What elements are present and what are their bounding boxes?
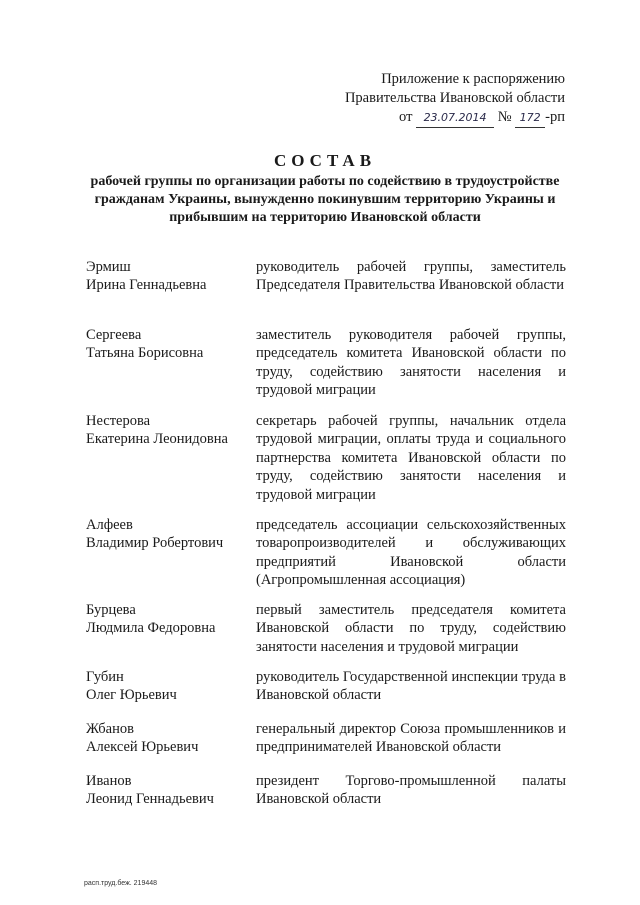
member-surname: Бурцева [86,602,136,618]
member-name [86,412,256,504]
member-role: заместитель руководителя рабочей группы, председатель комитета Ивановской области по труду, содействию занятости населения и трудовой миграции [256,327,566,399]
member-surname: Губин [86,669,124,685]
number-suffix: -рп [545,109,565,125]
member-entry [86,772,566,809]
member-given-name: Татьяна Борисовна [86,345,204,362]
member-given-name: Алексей Юрьевич [86,739,199,756]
member-role: секретарь рабочей группы, начальник отдела трудовой миграции, оплаты труда и социального партнерства комитета Ивановской области по труду, содействию занятости населения и трудовой миграции [256,413,566,503]
document-heading [80,151,570,227]
member-role: председатель ассоциации сельскохозяйственных товаропроизводителей и обслуживающих предприятий Ивановской области (Агропромышленная ассоциация) [256,517,566,589]
member-entry [86,412,566,504]
member-role: руководитель Государственной инспекции труда в Ивановской области [256,669,566,704]
member-role: президент Торгово-промышленной палаты Ивановской области [256,773,566,808]
member-name [86,772,256,809]
member-surname: Нестерова [86,413,151,429]
member-name [86,326,256,400]
member-entry [86,668,566,705]
document-subtitle: рабочей группы по организации работы по содействию в трудоустройстве гражданам Украины, вынужденно покинувшим территорию Украины и прибывшим на территорию Ивановской области [90,174,560,225]
appendix-block [265,70,565,128]
member-surname: Жбанов [86,721,134,737]
member-surname: Иванов [86,773,132,789]
member-given-name: Владимир Робертович [86,535,224,552]
member-role: генеральный директор Союза промышленников и предпринимателей Ивановской области [256,721,566,756]
member-surname: Сергеева [86,327,142,343]
member-given-name: Олег Юрьевич [86,687,177,704]
member-surname: Эрмиш [86,259,131,275]
member-given-name: Ирина Геннадьевна [86,277,207,294]
member-entry [86,326,566,400]
appendix-line-1: Приложение к распоряжению [381,71,565,87]
from-label: от [399,109,413,125]
member-entry [86,720,566,757]
number-label: № [497,109,512,125]
document-title: СОСТАВ [273,151,377,170]
member-given-name: Людмила Федоровна [86,620,216,637]
member-entry [86,258,566,295]
member-name [86,601,256,656]
member-given-name: Леонид Геннадьевич [86,791,214,808]
member-name [86,258,256,295]
member-role: руководитель рабочей группы, заместитель Председателя Правительства Ивановской области [256,259,566,294]
appendix-line-3 [265,108,565,128]
member-name [86,720,256,757]
member-entry [86,601,566,656]
appendix-line-2: Правительства Ивановской области [344,90,565,106]
member-name [86,668,256,705]
member-surname: Алфеев [86,517,133,533]
member-entry [86,516,566,590]
footer-code: расп.труд.беж. 219448 [84,880,158,887]
member-given-name: Екатерина Леонидовна [86,431,228,448]
member-role: первый заместитель председателя комитета Ивановской области по труду, содействию занятости населения и трудовой миграции [256,602,566,655]
handwritten-number: 172 [515,108,545,128]
member-name [86,516,256,590]
handwritten-date: 23.07.2014 [416,108,494,128]
